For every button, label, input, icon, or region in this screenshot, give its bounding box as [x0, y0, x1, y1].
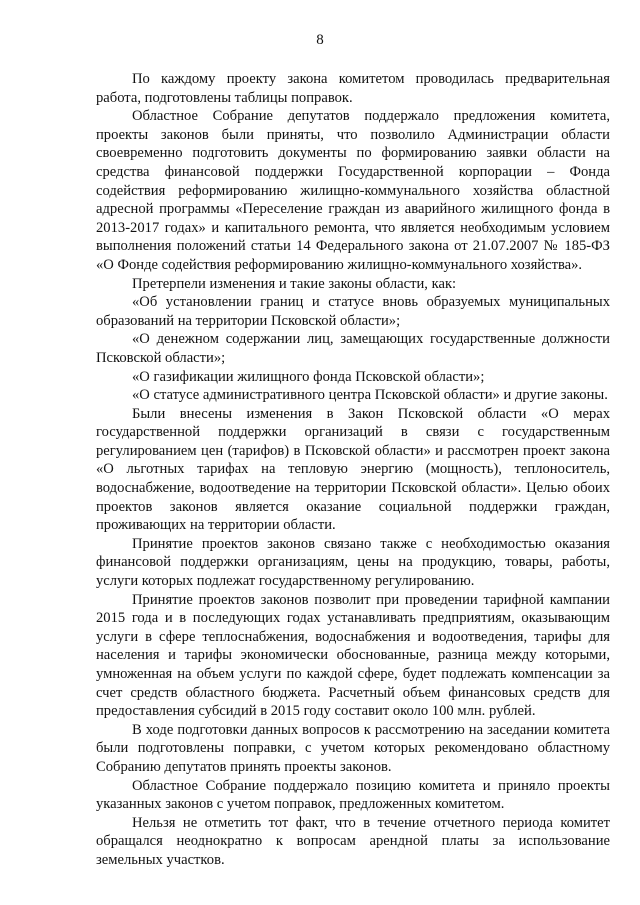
paragraph-12: Областное Собрание поддержало позицию комитета и приняло проекты указанных законов с учетом поправок, предложенных комитетом. [96, 777, 610, 813]
paragraph-6: «О газификации жилищного фонда Псковской области»; [132, 368, 485, 385]
paragraph-13: Нельзя не отметить тот факт, что в течение отчетного периода комитет обращался неоднократно к вопросам арендной платы за использование земельных участков. [96, 814, 610, 868]
paragraph-10: Принятие проектов законов позволит при проведении тарифной кампании 2015 года и в последующих годах устанавливать предприятиям, оказывающим услуги в сфере теплоснабжения, водоснабжения и водоотведения, тарифы для населения и тарифы экономически обоснованные, разница между которыми, умноженная на объем услуги по каждой сфере, будет подлежать компенсации за счет средств областного бюджета. Расчетный объем финансовых средств для предоставления субсидий в 2015 году составит около 100 млн. рублей. [96, 591, 610, 720]
paragraph-5: «О денежном содержании лиц, замещающих государственные должности Псковской области»; [96, 331, 610, 366]
page-number: 8 [316, 32, 324, 48]
paragraph-7: «О статусе административного центра Псковской области» и другие законы. [132, 387, 608, 404]
paragraph-3: Претерпели изменения и такие законы области, как: [132, 275, 457, 292]
paragraph-2: Областное Собрание депутатов поддержало предложения комитета, проекты законов были приняты, что позволило Администрации области своевременно подготовить документы по формированию заявки области на средства финансовой поддержки Государственной корпорации – Фонда содействия реформированию жилищно-коммунального хозяйства областной адресной программы «Переселение граждан из аварийного жилищного фонда в 2013-2017 годах» и капитального ремонта, что является необходимым условием выполнения положений статьи 14 Федерального закона от 21.07.2007 № 185-ФЗ «О Фонде содействия реформированию жилищно-коммунального хозяйства». [96, 108, 610, 273]
paragraph-1: По каждому проекту закона комитетом проводилась предварительная работа, подготовлены таблицы поправок. [96, 71, 610, 106]
document-body [96, 70, 610, 870]
paragraph-11: В ходе подготовки данных вопросов к рассмотрению на заседании комитета были подготовлены поправки, с учетом которых рекомендовано областному Собранию депутатов принять проекты законов. [96, 721, 610, 775]
paragraph-4: «Об установлении границ и статусе вновь образуемых муниципальных образований на территории Псковской области»; [96, 294, 610, 329]
paragraph-8: Были внесены изменения в Закон Псковской области «О мерах государственной поддержки организаций в связи с государственным регулированием цен (тарифов) в Псковской области» и рассмотрен проект закона «О льготных тарифах на тепловую энергию (мощность), теплоноситель, водоснабжение, водоотведение на территории Псковской области». Целью обоих проектов законов является оказание социальной поддержки граждан, проживающих на территории области. [96, 405, 610, 534]
paragraph-9: Принятие проектов законов связано также с необходимостью оказания финансовой поддержки организациям, цены на продукцию, товары, работы, услуги которых подлежат государственному регулированию. [96, 535, 610, 590]
